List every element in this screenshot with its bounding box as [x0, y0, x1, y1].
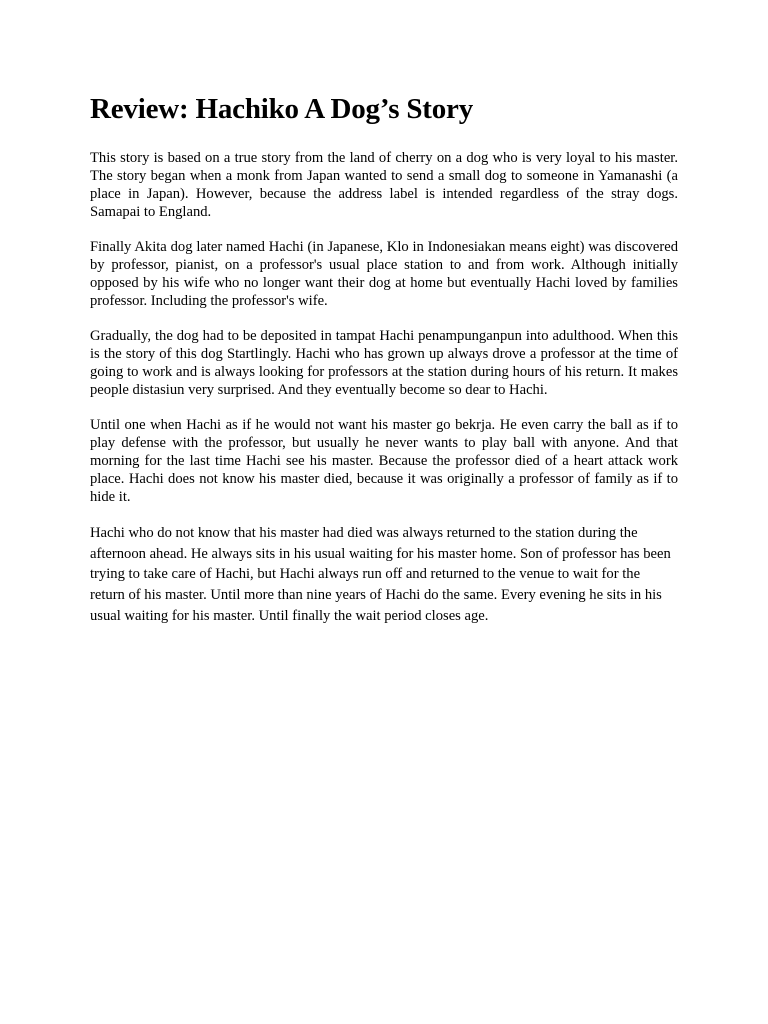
- paragraph-1: This story is based on a true story from the land of cherry on a dog who is very loyal to his master. The story began when a monk from Japan wanted to send a small dog to someone in Yamanashi (a place in Japan). However, because the address label is intended regardless of the stray dogs. Samapai to England.: [90, 149, 678, 220]
- paragraph-4: Until one when Hachi as if he would not want his master go bekrja. He even carry the ball as if to play defense with the professor, but usually he never wants to play ball with anyone. And that morning for the last time Hachi see his master. Because the professor died of a heart attack work place. Hachi does not know his master died, because it was originally a professor of family as if to hide it.: [90, 416, 678, 505]
- paragraph-3: Gradually, the dog had to be deposited in tampat Hachi penampunganpun into adulthood. When this is the story of this dog Startlingly. Hachi who has grown up always drove a professor at the time of going to work and is always looking for professors at the station during hours of his return. It makes people distasiun very surprised. And they eventually become so dear to Hachi.: [90, 327, 678, 398]
- document-page: [90, 92, 678, 644]
- paragraph-2: Finally Akita dog later named Hachi (in Japanese, Klo in Indonesiakan means eight) was discovered by professor, pianist, on a professor's usual place station to and from work. Although initially opposed by his wife who no longer want their dog at home but eventually Hachi loved by families professor. Including the professor's wife.: [90, 238, 678, 309]
- paragraph-5: Hachi who do not know that his master had died was always returned to the station during the afternoon ahead. He always sits in his usual waiting for his master home. Son of professor has been trying to take care of Hachi, but Hachi always run off and returned to the venue to wait for the return of his master. Until more than nine years of Hachi do the same. Every evening he sits in his usual waiting for his master. Until finally the wait period closes age.: [90, 524, 671, 624]
- document-title: Review: Hachiko A Dog’s Story: [90, 93, 473, 125]
